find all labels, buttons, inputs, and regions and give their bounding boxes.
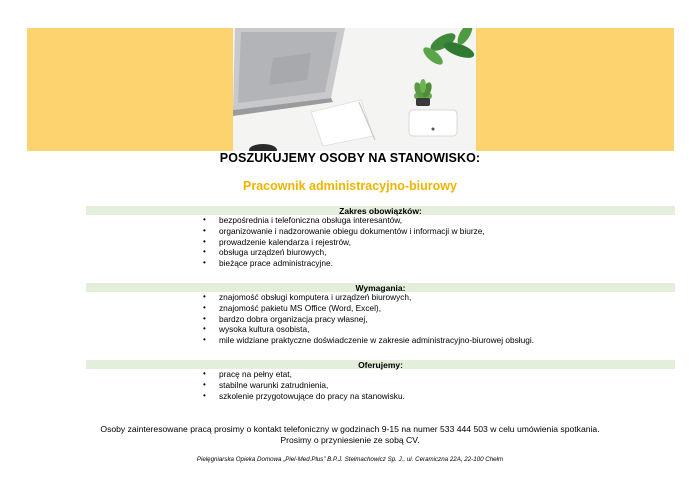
list-item: • mile widziane praktyczne doświadczenie w zakresie administracyjno-biurowej obsługi. bbox=[86, 335, 675, 346]
list-item: • pracę na pełny etat, bbox=[86, 369, 675, 380]
responsibilities-list bbox=[86, 215, 675, 269]
list-item: • szkolenie przygotowujące do pracy na stanowisku. bbox=[86, 391, 675, 402]
offer-list bbox=[86, 369, 675, 401]
contact-line: Osoby zainteresowane pracą prosimy o kontakt telefoniczny w godzinach 9-15 na numer 533 444 503 w celu umówienia spotkania. bbox=[100, 424, 600, 434]
company-footer: Pielęgniarska Opieka Domowa „Piel-Med.Plus” B.P.J. Stelmachowicz Sp. J., ul. Ceramiczna 22A, 22-100 Chełm bbox=[196, 456, 504, 463]
list-item: • znajomość pakietu MS Office (Word, Excel), bbox=[86, 303, 675, 314]
office-photo bbox=[233, 28, 476, 151]
job-position-title: Pracownik administracyjno-biurowy bbox=[243, 179, 457, 193]
laptop-desk-illustration bbox=[233, 28, 476, 151]
section-offer bbox=[86, 360, 675, 401]
list-item: • organizowanie i nadzorowanie obiegu dokumentów i informacji w biurze, bbox=[86, 226, 675, 237]
list-item: • znajomość obsługi komputera i urządzeń biurowych, bbox=[86, 292, 675, 303]
list-item: • bardzo dobra organizacja pracy własnej, bbox=[86, 314, 675, 325]
section-requirements bbox=[86, 283, 675, 346]
requirements-list bbox=[86, 292, 675, 346]
list-item: • stabilne warunki zatrudnienia, bbox=[86, 380, 675, 391]
page-title: POSZUKUJEMY OSOBY NA STANOWISKO: bbox=[219, 151, 481, 165]
section-heading: Wymagania: bbox=[86, 283, 675, 292]
list-item: • obsługa urządzeń biurowych, bbox=[86, 247, 675, 258]
list-item: • bieżące prace administracyjne. bbox=[86, 258, 675, 269]
list-item: • bezpośrednia i telefoniczna obsługa interesantów, bbox=[86, 215, 675, 226]
list-item: • wysoka kultura osobista, bbox=[86, 324, 675, 335]
section-responsibilities bbox=[86, 206, 675, 269]
list-item: • prowadzenie kalendarza i rejestrów, bbox=[86, 237, 675, 248]
cv-note: Prosimy o przyniesienie ze sobą CV. bbox=[280, 435, 420, 445]
contact-info bbox=[0, 424, 700, 446]
section-heading: Zakres obowiązków: bbox=[86, 206, 675, 215]
section-heading: Oferujemy: bbox=[86, 360, 675, 369]
